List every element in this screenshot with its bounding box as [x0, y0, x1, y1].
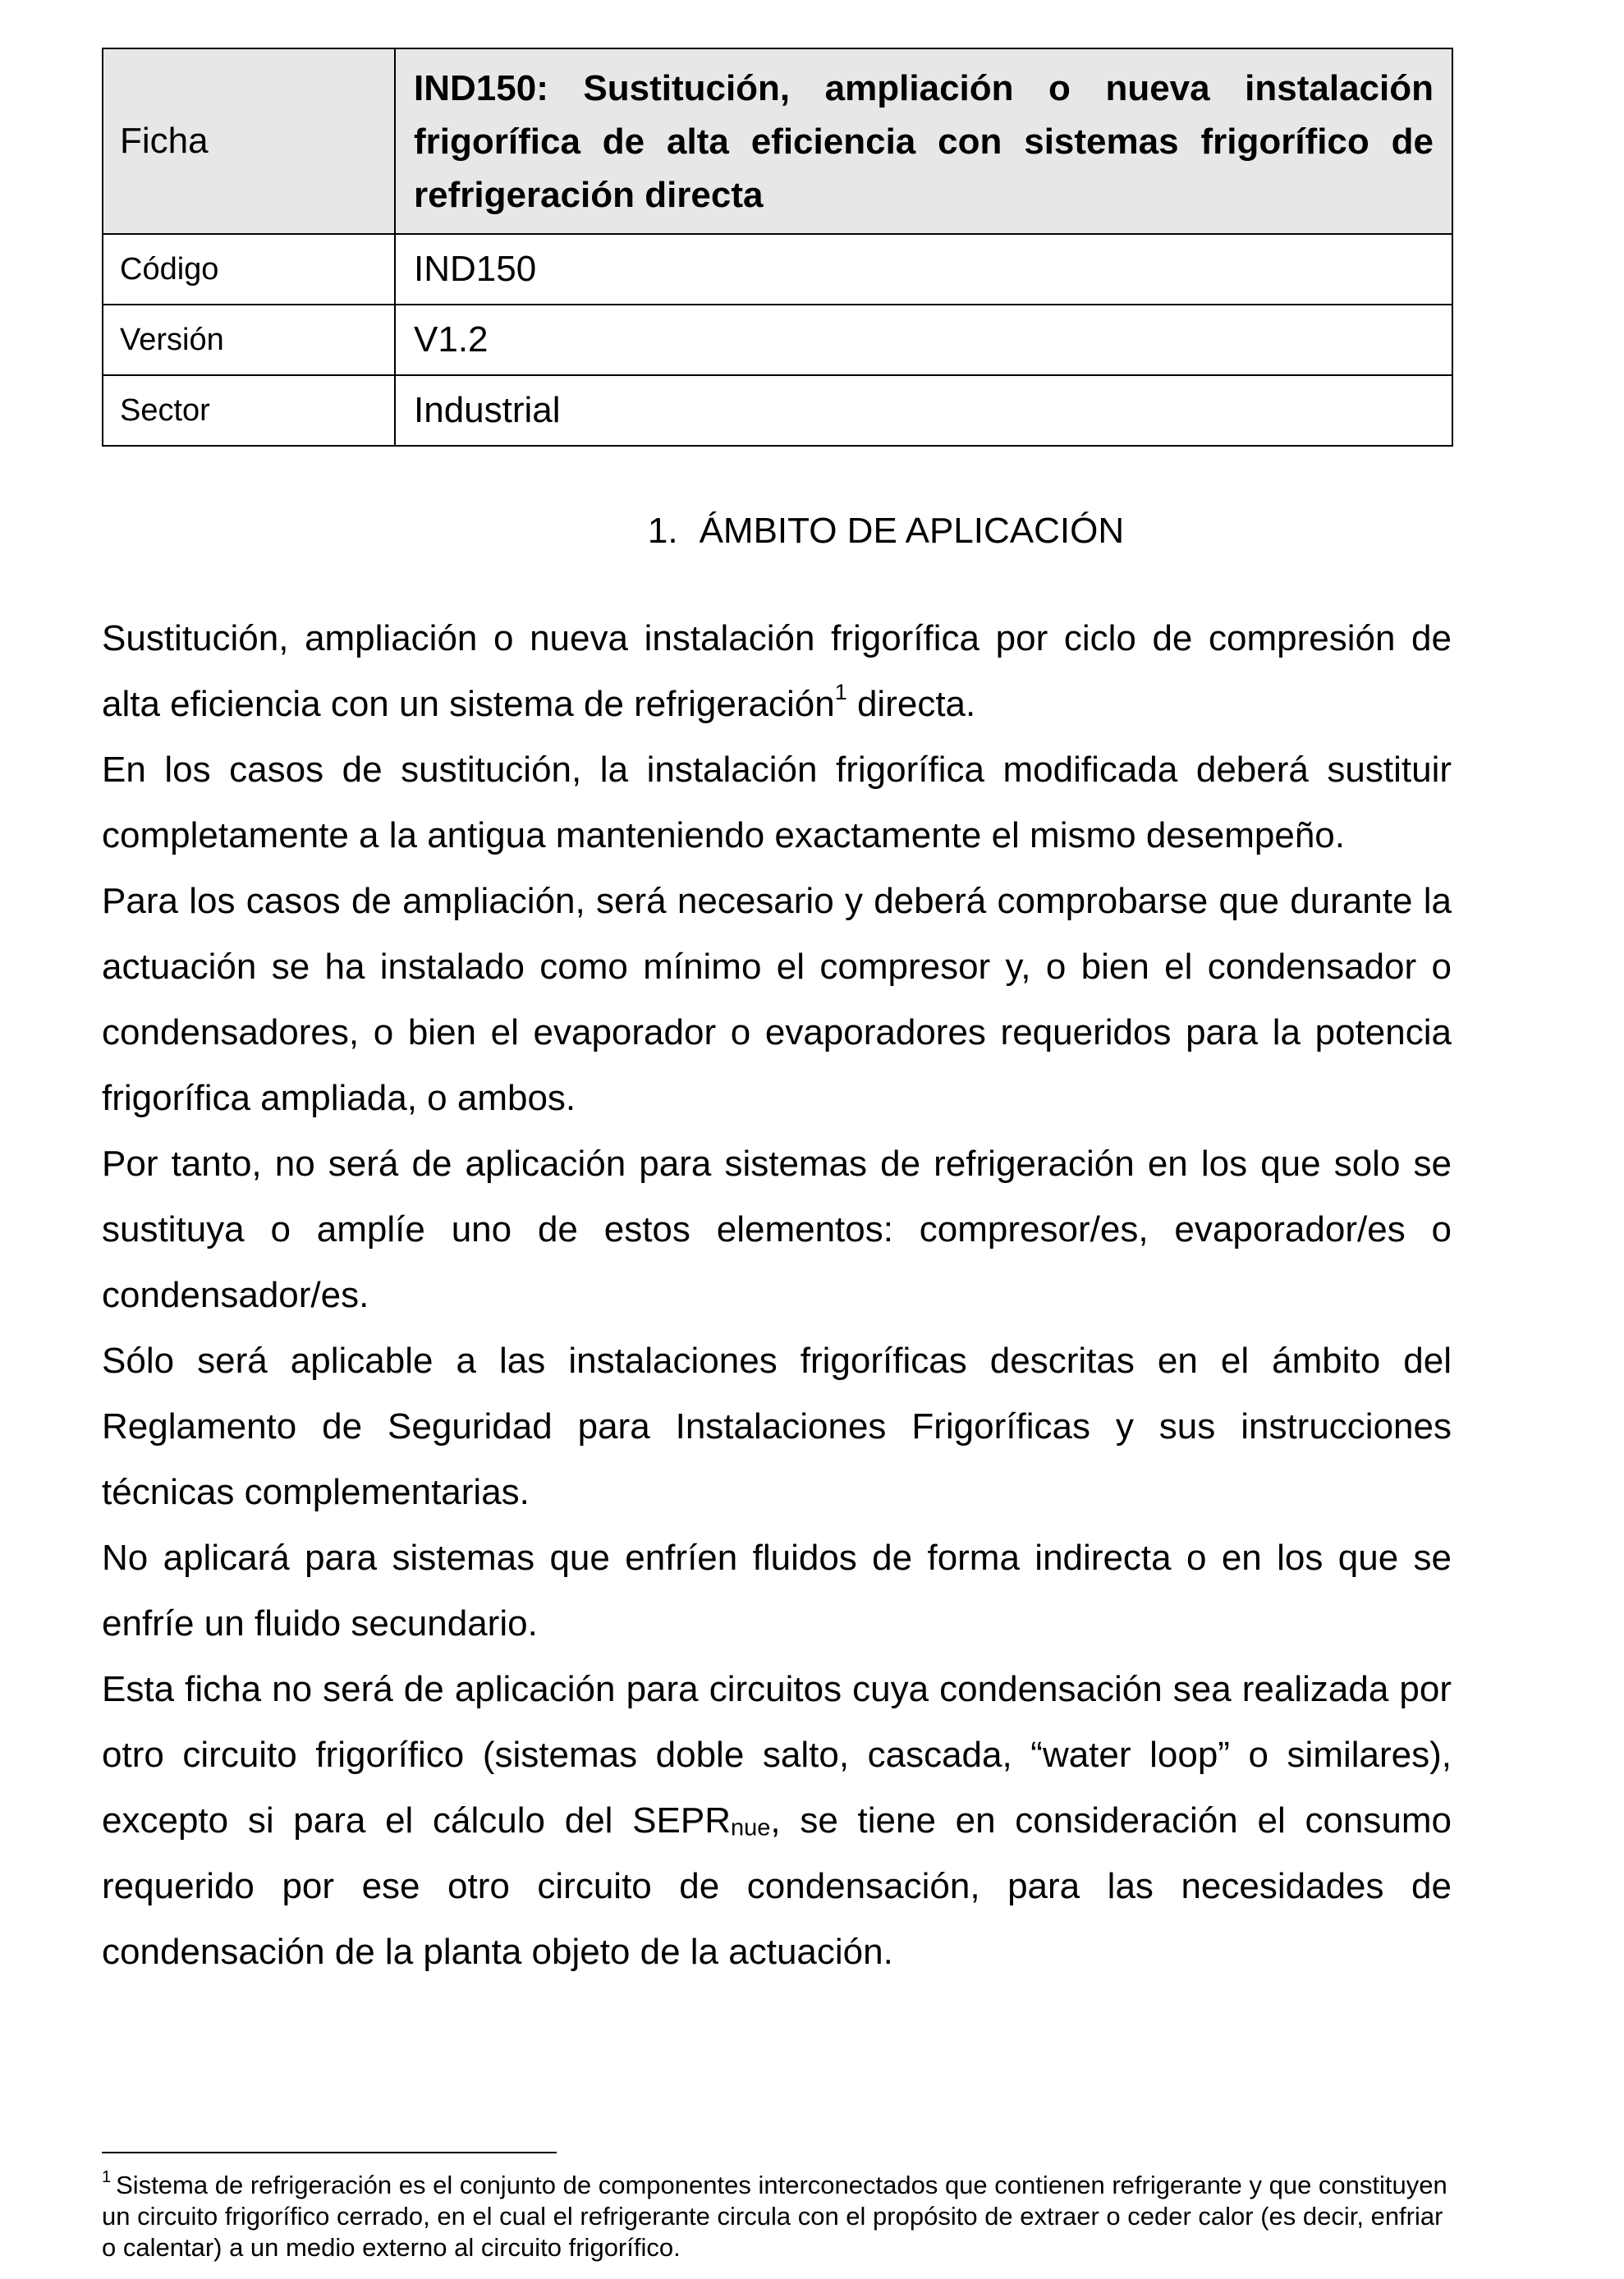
table-row-version — [103, 305, 1452, 375]
sector-value: Industrial — [395, 375, 1452, 446]
version-label: Versión — [103, 305, 395, 375]
sepr-subscript: nue — [730, 1814, 771, 1841]
paragraph-1-text: Sustitución, ampliación o nueva instalación frigorífica por ciclo de compresión de alta eficiencia con un sistema de refrigeración — [102, 618, 1452, 724]
body-text — [102, 606, 1452, 1985]
paragraph-2: En los casos de sustitución, la instalación frigorífica modificada deberá sustituir completamente a la antigua manteniendo exactamente el mismo desempeño. — [102, 750, 1452, 855]
paragraph-3: Para los casos de ampliación, será necesario y deberá comprobarse que durante la actuación se ha instalado como mínimo el compresor y, o bien el condensador o condensadores, o bien el evaporador o evaporadores requeridos para la potencia frigorífica ampliada, o ambos. — [102, 881, 1452, 1118]
ficha-title: IND150: Sustitución, ampliación o nueva instalación frigorífica de alta eficiencia con sistemas frigorífico de refrigeración directa — [395, 48, 1452, 234]
section-heading — [0, 507, 1624, 556]
paragraph-1 — [102, 606, 1452, 737]
sector-label: Sector — [103, 375, 395, 446]
codigo-value: IND150 — [395, 234, 1452, 305]
footnote-text: Sistema de refrigeración es el conjunto de componentes interconectados que contienen refrigerante y que constituyen un circuito frigorífico cerrado, en el cual el refrigerante circula con el propósito de extraer o ceder calor (es decir, enfriar o calentar) a un medio externo al circuito frigorífico. — [102, 2171, 1447, 2262]
paragraph-7-end: , se tiene en consideración el consumo requerido por ese otro circuito de condensación, para las necesidades de condensación de la planta objeto de la actuación. — [102, 1800, 1452, 1972]
paragraph-5: Sólo será aplicable a las instalaciones frigoríficas descritas en el ámbito del Reglamento de Seguridad para Instalaciones Frigoríficas y sus instrucciones técnicas complementarias. — [102, 1341, 1452, 1512]
codigo-label: Código — [103, 234, 395, 305]
paragraph-7-text: Esta ficha no será de aplicación para circuitos cuya condensación sea realizada por otro circuito frigorífico (sistemas doble salto, cascada, “water loop” o similares), excepto si para el cálculo del SEPR — [102, 1669, 1452, 1841]
fiche-info-table — [102, 48, 1453, 447]
ficha-label: Ficha — [103, 48, 395, 234]
footnote-reference[interactable]: 1 — [834, 679, 847, 704]
footnote — [102, 2170, 1452, 2263]
section-title: ÁMBITO DE APLICACIÓN — [699, 511, 1125, 551]
table-row-ficha — [103, 48, 1452, 234]
table-row-sector — [103, 375, 1452, 446]
table-row-codigo — [103, 234, 1452, 305]
paragraph-7 — [102, 1657, 1452, 1985]
paragraph-4: Por tanto, no será de aplicación para sistemas de refrigeración en los que solo se sustituya o amplíe uno de estos elementos: compresor/es, evaporador/es o condensador/es. — [102, 1144, 1452, 1315]
paragraph-1-end: directa. — [846, 684, 976, 724]
footnote-divider — [102, 2152, 557, 2153]
footnote-marker: 1 — [102, 2168, 112, 2186]
version-value: V1.2 — [395, 305, 1452, 375]
section-number: 1. — [647, 511, 678, 551]
paragraph-6: No aplicará para sistemas que enfríen fluidos de forma indirecta o en los que se enfríe un fluido secundario. — [102, 1538, 1452, 1644]
